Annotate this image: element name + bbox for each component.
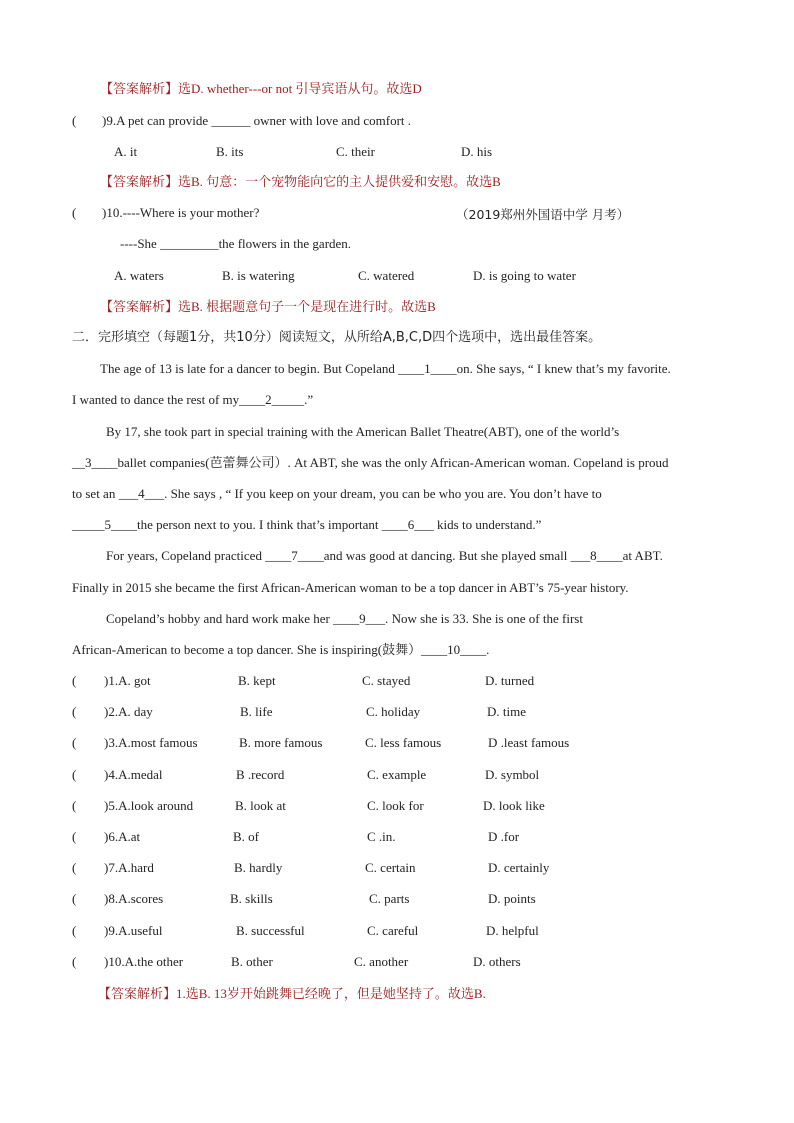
q9-option-b: B. its <box>216 144 244 159</box>
answer-paren: ( <box>72 673 77 688</box>
passage-line: to set an ___4___. She says , “ If you keep on your dream, you can be who you are. You don’t have to <box>72 486 602 501</box>
q10-option-a: A. waters <box>114 268 164 283</box>
cloze-option-c: C. parts <box>369 891 410 906</box>
passage-line: Copeland’s hobby and hard work make her ____9___. Now she is 33. She is one of the first <box>106 611 583 626</box>
cloze-option-c: C. another <box>354 954 409 969</box>
question-10-stem: )10.----Where is your mother? <box>102 205 260 220</box>
cloze-option-d: D. certainly <box>488 860 550 875</box>
cloze-option-d: D. turned <box>485 673 535 688</box>
question-source: （2019郑州外国语中学 月考） <box>456 207 630 222</box>
answer-text-cloze-1: 【答案解析】1.选B. 13岁开始跳舞已经晚了，但是她坚持了。故选B. <box>98 986 486 1001</box>
question-10-line2: ----She _________the flowers in the garden. <box>120 236 352 251</box>
q10-option-d: D. is going to water <box>473 268 576 283</box>
cloze-stem-option-a: )2.A. day <box>104 704 153 719</box>
cloze-option-d: D. helpful <box>486 923 539 938</box>
cloze-option-b: B. successful <box>236 923 305 938</box>
cloze-option-c: C. less famous <box>365 735 442 750</box>
cloze-stem-option-a: )8.A.scores <box>104 891 164 906</box>
cloze-option-c: C. holiday <box>366 704 421 719</box>
passage-line: African-American to become a top dancer. She is inspiring(鼓舞）____10____. <box>72 642 490 657</box>
cloze-option-b: B. more famous <box>239 735 323 750</box>
cloze-option-d: D .least famous <box>488 735 570 750</box>
cloze-option-b: B. kept <box>238 673 276 688</box>
cloze-option-c: C. stayed <box>362 673 411 688</box>
question-9-stem: )9.A pet can provide ______ owner with love and comfort . <box>102 113 412 128</box>
answer-text-10: 【答案解析】选B. 根据题意句子一个是现在进行时。故选B <box>100 299 436 314</box>
passage-line: I wanted to dance the rest of my____2_____.” <box>72 392 314 407</box>
cloze-option-c: C. look for <box>367 798 424 813</box>
q9-option-c: C. their <box>336 144 375 159</box>
question-10 <box>72 204 259 222</box>
answer-paren: ( <box>72 829 77 844</box>
answer-text-9: 【答案解析】选B. 句意：一个宠物能向它的主人提供爱和安慰。故选B <box>100 174 501 189</box>
answer-paren: ( <box>72 205 77 220</box>
q9-option-d: D. his <box>461 144 493 159</box>
cloze-option-b: B .record <box>236 767 285 782</box>
cloze-stem-option-a: )9.A.useful <box>104 923 163 938</box>
cloze-option-b: B. look at <box>235 798 286 813</box>
q10-option-b: B. is watering <box>222 268 295 283</box>
answer-analysis-8 <box>100 80 422 98</box>
answer-analysis-9 <box>100 173 501 191</box>
passage-line: By 17, she took part in special training with the American Ballet Theatre(ABT), one of the world’s <box>106 424 620 439</box>
cloze-stem-option-a: )7.A.hard <box>104 860 154 875</box>
cloze-option-b: B. of <box>233 829 259 844</box>
cloze-option-d: D. look like <box>483 798 545 813</box>
answer-analysis-cloze-1 <box>98 985 486 1003</box>
cloze-option-b: B. other <box>231 954 273 969</box>
passage-line: _____5____the person next to you. I think that’s important ____6___ kids to understand.” <box>72 517 542 532</box>
cloze-option-d: D. points <box>488 891 536 906</box>
cloze-option-c: C .in. <box>367 829 396 844</box>
passage-line: Finally in 2015 she became the first African-American woman to be a top dancer in ABT’s 75-year history. <box>72 580 629 595</box>
section-heading-cloze: 二．完形填空（每题1分，共10分）阅读短文，从所给A,B,C,D四个选项中，选出最佳答案。 <box>72 330 602 345</box>
answer-text-8: 【答案解析】选D. whether---or not 引导宾语从句。故选D <box>100 81 422 96</box>
cloze-option-d: D. time <box>487 704 526 719</box>
answer-analysis-10 <box>100 298 436 316</box>
cloze-stem-option-a: )6.A.at <box>104 829 141 844</box>
question-9 <box>72 112 411 130</box>
cloze-option-b: B. hardly <box>234 860 283 875</box>
cloze-option-c: C. careful <box>367 923 419 938</box>
cloze-option-d: D. others <box>473 954 521 969</box>
cloze-option-c: C. example <box>367 767 427 782</box>
passage-line: __3____ballet companies(芭蕾舞公司）. At ABT, she was the only African-American woman. Copeland is proud <box>72 455 669 470</box>
cloze-stem-option-a: )1.A. got <box>104 673 151 688</box>
passage-line: For years, Copeland practiced ____7____and was good at dancing. But she played small ___8____at ABT. <box>106 548 663 563</box>
cloze-stem-option-a: )4.A.medal <box>104 767 163 782</box>
answer-paren: ( <box>72 704 77 719</box>
cloze-option-c: C. certain <box>365 860 416 875</box>
q10-option-c: C. watered <box>358 268 415 283</box>
cloze-stem-option-a: )5.A.look around <box>104 798 194 813</box>
cloze-stem-option-a: )3.A.most famous <box>104 735 198 750</box>
q9-option-a: A. it <box>114 144 138 159</box>
answer-paren: ( <box>72 860 77 875</box>
cloze-option-b: B. life <box>240 704 273 719</box>
cloze-option-d: D. symbol <box>485 767 540 782</box>
cloze-option-d: D .for <box>488 829 520 844</box>
answer-paren: ( <box>72 954 77 969</box>
answer-paren: ( <box>72 891 77 906</box>
cloze-stem-option-a: )10.A.the other <box>104 954 184 969</box>
answer-paren: ( <box>72 735 77 750</box>
answer-paren: ( <box>72 767 77 782</box>
answer-paren: ( <box>72 113 77 128</box>
answer-paren: ( <box>72 798 77 813</box>
cloze-option-b: B. skills <box>230 891 273 906</box>
passage-line: The age of 13 is late for a dancer to begin. But Copeland ____1____on. She says, “ I knew that’s my favorite. <box>100 361 671 376</box>
answer-paren: ( <box>72 923 77 938</box>
